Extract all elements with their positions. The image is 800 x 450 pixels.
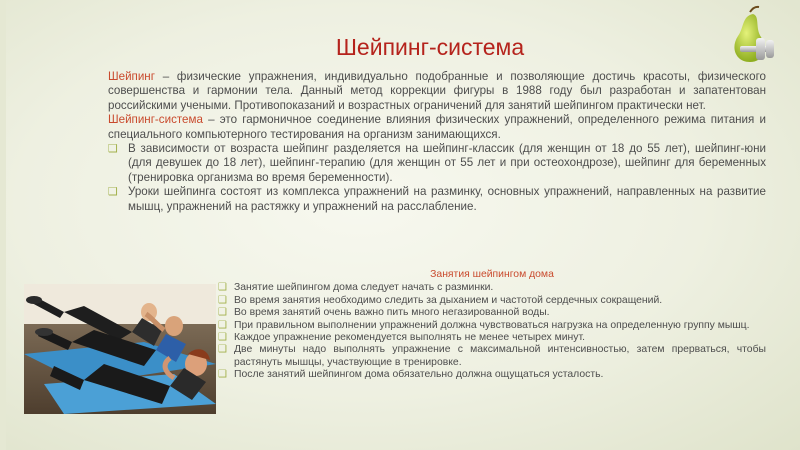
bullet-list <box>108 142 766 214</box>
list-item <box>108 142 766 185</box>
list-item <box>218 332 766 344</box>
home-item-text: Во время занятий очень важно пить много негазированной воды. <box>234 307 550 319</box>
home-list <box>218 282 766 381</box>
home-item-text: Две минуты надо выполнять упражнение с максимальной интенсивностью, затем прерваться, чтобы растянуть мышцы, участвующие в тренировке. <box>234 344 766 368</box>
exercise-photo <box>24 284 216 414</box>
slide-title: Шейпинг-система <box>335 34 525 60</box>
list-item <box>218 307 766 319</box>
left-decor-strip <box>0 0 6 450</box>
home-item-text: Занятие шейпингом дома следует начать с разминки. <box>234 282 494 294</box>
list-item <box>218 369 766 381</box>
term-shaping-system: Шейпинг-система <box>108 113 203 127</box>
list-item <box>218 282 766 294</box>
home-item-text: Каждое упражнение рекомендуется выполнять не менее четырех минут. <box>234 332 585 344</box>
checkbox-icon: ❑ <box>218 319 227 331</box>
list-item <box>218 320 766 332</box>
checkbox-icon: ❑ <box>108 143 118 156</box>
checkbox-icon: ❑ <box>218 294 227 306</box>
list-item <box>218 295 766 307</box>
list-item <box>108 185 766 214</box>
bullet-text: В зависимости от возраста шейпинг разделяется на шейпинг-классик (для женщин от 18 до 55 лет), шейпинг-юни (для девушек до 18 лет), шейпинг-терапию (для женщин от 55 лет и при остеохондрозе), шейпинг для беременных (тренировка организма во время беременности). <box>128 142 766 184</box>
list-item <box>218 344 766 369</box>
home-item-text: Во время занятия необходимо следить за дыханием и частотой сердечных сокращений. <box>234 294 663 306</box>
home-item-text: При правильном выполнении упражнений должна чувствоваться нагрузка на определенную группу мышц. <box>234 319 750 331</box>
main-text <box>108 70 766 214</box>
checkbox-icon: ❑ <box>218 307 227 319</box>
term-shaping: Шейпинг <box>108 70 155 83</box>
definition-shaping-text: – физические упражнения, индивидуально подобранные и позволяющие достичь красоты, физического совершенства и гармонии тела. Данный метод коррекции фигуры в 1988 году был разработан и запатентован российскими учеными. Противопоказаний и возрастных ограничений для занятий шейпингом практически нет. <box>108 70 766 112</box>
checkbox-icon: ❑ <box>218 332 227 344</box>
checkbox-icon: ❑ <box>218 369 227 381</box>
home-section <box>218 269 766 382</box>
bullet-text: Уроки шейпинга состоят из комплекса упражнений на разминку, основных упражнений, направленных на развитие мышц, упражнений на растяжку и упражнений на расслабление. <box>128 185 766 213</box>
checkbox-icon: ❑ <box>218 344 227 356</box>
home-item-text: После занятий шейпингом дома обязательно должна ощущаться усталость. <box>234 369 604 381</box>
definition-shaping-system-text: – это гармоничное соединение влияния физических упражнений, определенного режима питания и специального компьютерного тестирования на организм занимающихся. <box>108 113 766 141</box>
definition-shaping-system <box>108 113 766 142</box>
checkbox-icon: ❑ <box>108 186 118 199</box>
home-section-title: Занятия шейпингом дома <box>430 269 554 280</box>
checkbox-icon: ❑ <box>218 282 227 294</box>
definition-shaping <box>108 70 766 113</box>
